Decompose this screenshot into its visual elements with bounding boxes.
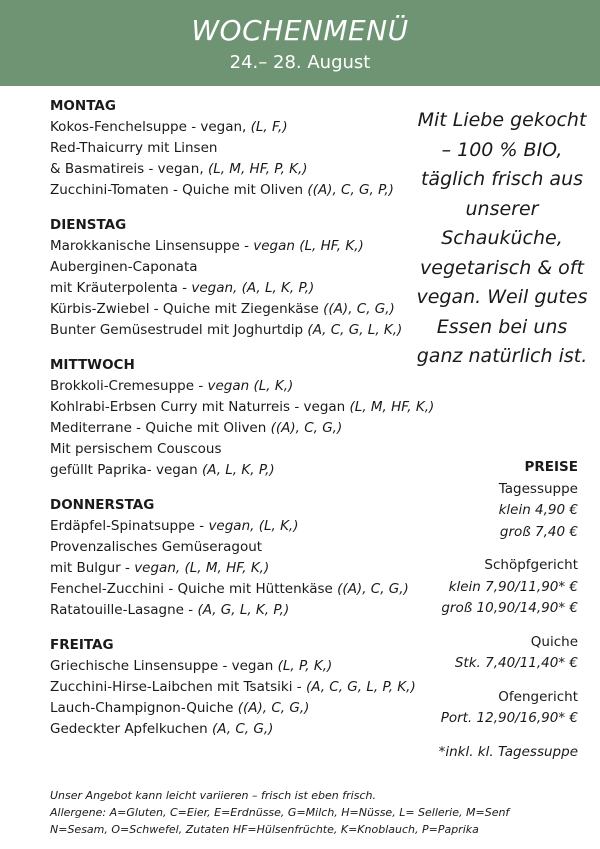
menu-item: Red-Thaicurry mit Linsen [50, 140, 218, 156]
day-monday [50, 96, 450, 201]
price-label-ofengericht: Ofengericht [498, 688, 578, 705]
menu-item: Griechische Linsensuppe - vegan (L, P, K,) [50, 658, 333, 674]
price-value: groß 7,40 € [499, 523, 578, 540]
price-value: Stk. 7,40/11,40* € [454, 655, 578, 671]
day-title: MITTWOCH [50, 357, 135, 373]
price-note: *inkl. kl. Tagessuppe [438, 743, 578, 760]
footer-notes [50, 787, 590, 838]
menu-item: Erdäpfel-Spinatsuppe - vegan, (L, K,) [50, 518, 299, 534]
page-title: WOCHENMENÜ [191, 14, 409, 47]
menu-item: Fenchel-Zucchini - Quiche mit Hüttenkäse ((A), C, G,) [50, 581, 409, 597]
price-list [388, 457, 578, 763]
menu-item: Auberginen-Caponata [50, 259, 198, 275]
menu-item: Zucchini-Hirse-Laibchen mit Tsatsiki - (A, C, G, L, P, K,) [50, 679, 416, 695]
price-label-quiche: Quiche [530, 633, 578, 650]
menu-item: Bunter Gemüsestrudel mit Joghurtdip (A, C, G, L, K,) [50, 322, 403, 338]
price-value: klein 7,90/11,90* € [448, 578, 578, 595]
date-range: 24.– 28. August [229, 52, 371, 73]
menu-item: Kürbis-Zwiebel - Quiche mit Ziegenkäse ((A), C, G,) [50, 301, 395, 317]
menu-item: Marokkanische Linsensuppe - vegan (L, HF, K,) [50, 238, 364, 254]
menu-item: mit Kräuterpolenta - vegan, (A, L, K, P,) [50, 280, 315, 296]
menu-item: Lauch-Champignon-Quiche ((A), C, G,) [50, 700, 310, 716]
menu-item: Kohlrabi-Erbsen Curry mit Naturreis - vegan (L, M, HF, K,) [50, 399, 435, 415]
menu-item: Brokkoli-Cremesuppe - vegan (L, K,) [50, 378, 294, 394]
price-value: klein 4,90 € [498, 502, 578, 518]
allergen-legend: N=Sesam, O=Schwefel, Zutaten HF=Hülsenfrüchte, K=Knoblauch, P=Paprika [50, 823, 479, 836]
price-label-tagessuppe: Tagessuppe [498, 480, 578, 497]
price-label-schoepfgericht: Schöpfgericht [484, 557, 578, 573]
prices-title: PREISE [524, 459, 578, 475]
day-title: MONTAG [50, 98, 116, 114]
menu-item: Kokos-Fenchelsuppe - vegan, (L, F,) [50, 119, 288, 135]
footer-line: Unser Angebot kann leicht variieren – frisch ist eben frisch. [50, 789, 376, 802]
day-title: FREITAG [50, 637, 114, 653]
allergen-legend: Allergene: A=Gluten, C=Eier, E=Erdnüsse, G=Milch, H=Nüsse, L= Sellerie, M=Senf [50, 806, 510, 819]
menu-item: mit Bulgur - vegan, (L, M, HF, K,) [50, 560, 270, 576]
menu-item: Mediterrane - Quiche mit Oliven ((A), C, G,) [50, 420, 343, 436]
menu-item: gefüllt Paprika- vegan (A, L, K, P,) [50, 462, 275, 478]
slogan: Mit Liebe gekocht – 100 % BIO, täglich frisch aus unserer Schauküche, vegetarisch & oft vegan. Weil gutes Essen bei uns ganz natürlich ist. [416, 109, 588, 367]
menu-item: Gedeckter Apfelkuchen (A, C, G,) [50, 721, 274, 737]
menu-item: Ratatouille-Lasagne - (A, G, L, K, P,) [50, 602, 290, 618]
header-banner [0, 0, 600, 86]
menu-item: Provenzalisches Gemüseragout [50, 539, 263, 555]
day-title: DONNERSTAG [50, 497, 155, 513]
price-value: groß 10,90/14,90* € [441, 600, 578, 616]
menu-item: & Basmatireis - vegan, (L, M, HF, P, K,) [50, 161, 308, 177]
menu-item: Zucchini-Tomaten - Quiche mit Oliven ((A), C, G, P,) [50, 182, 394, 198]
day-tuesday [50, 215, 450, 341]
menu-item: Mit persischem Couscous [50, 441, 222, 457]
price-value: Port. 12,90/16,90* € [440, 710, 578, 726]
day-title: DIENSTAG [50, 217, 127, 233]
